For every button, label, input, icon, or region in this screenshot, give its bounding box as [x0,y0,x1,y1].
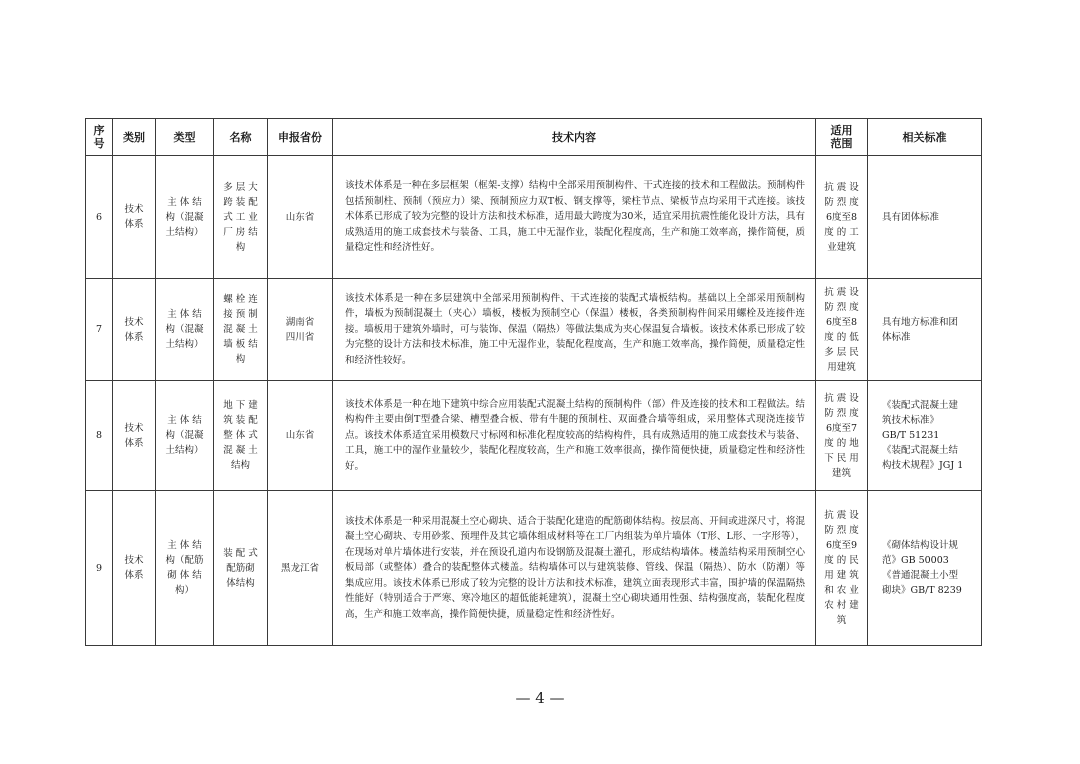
row-content: 该技术体系是一种采用混凝土空心砌块、适合于装配化建造的配筋砌体结构。按层高、开间或进深尺寸，将混凝土空心砌块、专用砂浆、预埋件及其它墙体组成材料等在工厂内组装为单片墙体（T形、L形、一字形等），在现场对单片墙体进行安装，并在预设孔道内布设钢筋及混凝土灌孔，形成结构墙体。楼盖结构采用预制空心板局部（或整体）叠合的装配整体式楼盖。结构墙体可以与建筑装修、管线、保温（隔热）、防水（防潮）等集成应用。该技术体系已形成了较为完整的设计方法和技术标准，建筑立面表现形式丰富，围护墙的保温隔热性能好（特别适合于严寒、寒冷地区的超低能耗建筑），混凝土空心砌块通用性强、结构强度高，装配化程度高，生产和施工效率高，操作简便快捷，质量稳定性和经济性好。 [333,491,816,646]
row-standards: 《砌体结构设计规 范》GB 50003 《普通混凝土小型 砌块》GB/T 8239 [868,491,982,646]
row-standards: 具有团体标准 [868,156,982,279]
row-index: 7 [86,279,113,381]
document-table [85,118,982,646]
header-type: 类型 [156,119,214,156]
page-number: — 4 — [515,689,565,707]
row-scope: 抗 震 设 防 烈 度 6度至8 度 的 工 业建筑 [816,156,868,279]
row-content: 该技术体系是一种在多层建筑中全部采用预制构件、干式连接的装配式墙板结构。基础以上全部采用预制构件，墙板为预制混凝土（夹心）墙板，楼板为预制空心（保温）楼板，各类预制构件间采用螺栓及连接件连接。墙板用于建筑外墙时，可与装饰、保温（隔热）等做法集成为夹心保温复合墙板。该技术体系已形成了较为完整的设计方法和技术标准，施工中无湿作业，装配化程度高，生产和施工效率高，操作简便，质量稳定性和经济性较好。 [333,279,816,381]
row-index: 8 [86,381,113,491]
row-standards: 《装配式混凝土建 筑技术标准》 GB/T 51231 《装配式混凝土结 构技术规程》JGJ 1 [868,381,982,491]
row-category: 技术 体系 [113,279,156,381]
row-scope: 抗 震 设 防 烈 度 6度至8 度 的 低 多 层 民 用建筑 [816,279,868,381]
header-scope: 适用 范围 [816,119,868,156]
table-row [86,279,982,381]
header-province: 申报省份 [268,119,333,156]
row-category: 技术 体系 [113,491,156,646]
row-content: 该技术体系是一种在多层框架（框架-支撑）结构中全部采用预制构件、干式连接的技术和工程做法。预制构件包括预制柱、预制（预应力）梁、预制预应力双T板、钢支撑等，梁柱节点、梁板节点均采用干式连接。该技术体系已形成了较为完整的设计方法和技术标准，适用最大跨度为30米，适宜采用抗震性能化设计方法，具有成熟适用的施工成套技术与装备、工具，施工中无湿作业，装配化程度高，生产和施工效率高，操作简便，质量稳定性和经济性好。 [333,156,816,279]
row-scope: 抗 震 设 防 烈 度 6度至7 度 的 地 下 民 用 建筑 [816,381,868,491]
row-province: 黑龙江省 [268,491,333,646]
table-row [86,491,982,646]
row-type: 主 体 结 构（混凝 土结构） [156,156,214,279]
row-name: 螺 栓 连 接 预 制 混 凝 土 墙 板 结 构 [214,279,268,381]
row-name: 多 层 大 跨 装 配 式 工 业 厂 房 结 构 [214,156,268,279]
row-index: 9 [86,491,113,646]
header-standards: 相关标准 [868,119,982,156]
header-category: 类别 [113,119,156,156]
row-name: 地 下 建 筑 装 配 整 体 式 混 凝 土 结构 [214,381,268,491]
row-type: 主 体 结 构（混凝 土结构） [156,381,214,491]
row-province: 山东省 [268,381,333,491]
row-content: 该技术体系是一种在地下建筑中综合应用装配式混凝土结构的预制构件（部）件及连接的技术和工程做法。结构构件主要由倒T型叠合梁、槽型叠合板、带有牛腿的预制柱、双面叠合墙等组成，采用整体式现浇连接节点。该技术体系适宜采用模数尺寸标网和标准化程度较高的结构构件，具有成熟适用的施工成套技术与装备、工具，施工中的湿作业量较少，装配化程度较高，生产和施工效率很高，操作简便快捷，质量稳定性和经济性好。 [333,381,816,491]
row-type: 主 体 结 构（配筋 砌 体 结 构） [156,491,214,646]
row-category: 技术 体系 [113,156,156,279]
row-standards: 具有地方标准和团 体标准 [868,279,982,381]
table-header-row [86,119,982,156]
header-content: 技术内容 [333,119,816,156]
header-index: 序 号 [86,119,113,156]
row-name: 装 配 式 配筋砌 体结构 [214,491,268,646]
row-index: 6 [86,156,113,279]
table-row [86,156,982,279]
row-province: 湖南省 四川省 [268,279,333,381]
row-scope: 抗 震 设 防 烈 度 6度至9 度 的 民 用 建 筑 和 农 业 农 村 建 筑 [816,491,868,646]
table-row [86,381,982,491]
row-category: 技术 体系 [113,381,156,491]
row-province: 山东省 [268,156,333,279]
row-type: 主 体 结 构（混凝 土结构） [156,279,214,381]
header-name: 名称 [214,119,268,156]
